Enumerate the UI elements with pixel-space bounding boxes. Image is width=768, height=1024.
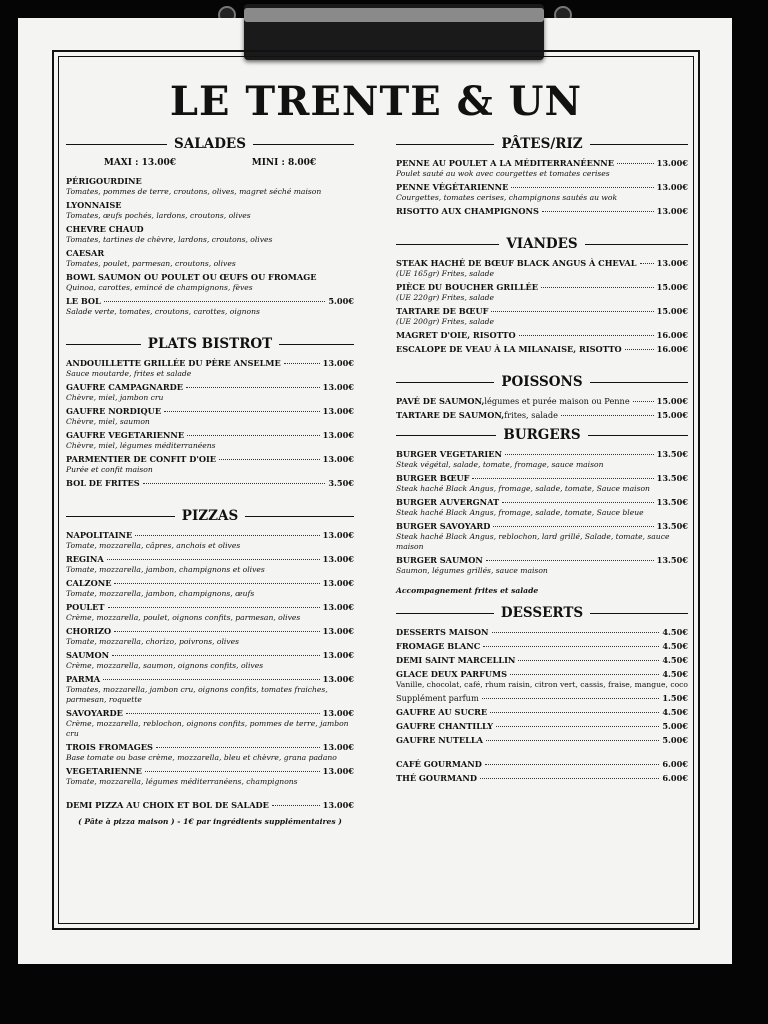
- item-name: TARTARE DE BŒUF: [396, 306, 489, 316]
- menu-item: [66, 674, 354, 705]
- menu-item: [66, 382, 354, 403]
- item-price: 13.00€: [322, 430, 354, 440]
- menu-item: [66, 248, 354, 269]
- menu-item: [396, 721, 688, 732]
- menu-item: [396, 641, 688, 652]
- item-name: BURGER BŒUF: [396, 473, 470, 483]
- menu-item: [396, 182, 688, 203]
- item-price: 13.50€: [656, 521, 688, 531]
- item-price: 13.00€: [322, 742, 354, 752]
- item-desc: (UE 220gr) Frites, salade: [396, 293, 495, 302]
- item-desc: Base tomate ou base crème, mozzarella, bleu et chèvre, grana padano: [66, 753, 337, 762]
- item-price: 13.00€: [322, 578, 354, 588]
- item-price: 6.00€: [662, 759, 688, 769]
- item-desc: Tomates, poulet, parmesan, croutons, olives: [66, 259, 236, 268]
- item-name: LE BOL: [66, 296, 101, 306]
- item-desc: Sauce moutarde, frites et salade: [66, 369, 192, 378]
- menu-item: [66, 406, 354, 427]
- menu-item: [396, 449, 688, 470]
- item-name: FROMAGE BLANC: [396, 641, 481, 651]
- menu-item: [396, 555, 688, 576]
- item-price: 4.50€: [662, 627, 688, 637]
- menu-item: [396, 330, 688, 341]
- item-price: 13.00€: [322, 602, 354, 612]
- menu-item: [396, 655, 688, 666]
- salade-mini-price: MINI : 8.00€: [251, 158, 317, 168]
- item-price: 13.00€: [322, 626, 354, 636]
- item-name: RISOTTO AUX CHAMPIGNONS: [396, 206, 539, 216]
- item-name: PAVÉ DE SAUMON,: [396, 396, 485, 406]
- item-desc: Chèvre, miel, jambon cru: [66, 393, 164, 402]
- item-name: LYONNAISE: [66, 200, 122, 210]
- item-price: 13.00€: [656, 206, 688, 216]
- item-desc: Tomate, mozzarella, jambon, champignons et olives: [66, 565, 265, 574]
- section-salades: [66, 136, 354, 152]
- item-price: 13.50€: [656, 555, 688, 565]
- item-name: DEMI SAINT MARCELLIN: [396, 655, 516, 665]
- item-price: 13.00€: [322, 708, 354, 718]
- menu-item: [396, 282, 688, 303]
- menu-item: [396, 410, 688, 421]
- menu-item: [396, 497, 688, 518]
- menu-item: [396, 158, 688, 179]
- menu-item: [396, 306, 688, 327]
- item-name: GAUFRE AU SUCRE: [396, 707, 488, 717]
- item-name: MAGRET D'OIE, RISOTTO: [396, 330, 516, 340]
- section-burgers: [396, 427, 688, 443]
- menu-item: [396, 396, 688, 407]
- item-name: GAUFRE CAMPAGNARDE: [66, 382, 184, 392]
- item-desc: Tomates, œufs pochés, lardons, croutons, olives: [66, 211, 251, 220]
- item-name: DESSERTS MAISON: [396, 627, 489, 637]
- menu-item: [66, 554, 354, 575]
- item-name: PIÈCE DU BOUCHER GRILLÉE: [396, 282, 539, 292]
- section-heading: BURGERS: [503, 427, 581, 443]
- item-name: CAESAR: [66, 248, 105, 258]
- item-price: 5.00€: [662, 721, 688, 731]
- menu-item: [66, 176, 354, 197]
- menu-item: [66, 358, 354, 379]
- item-desc: Steak haché Black Angus, fromage, salade, tomate, Sauce bleue: [396, 508, 644, 517]
- item-price: 16.00€: [656, 344, 688, 354]
- item-name: THÉ GOURMAND: [396, 773, 477, 783]
- item-price: 5.00€: [662, 735, 688, 745]
- item-desc: Chèvre, miel, légumes méditerranéens: [66, 441, 216, 450]
- item-name: VEGETARIENNE: [66, 766, 142, 776]
- item-desc: Vanille, chocolat, café, rhum raisin, citron vert, cassis, fraise, mangue, coco: [396, 680, 688, 689]
- item-price: 13.00€: [656, 258, 688, 268]
- menu-item: [396, 759, 688, 770]
- menu-item: [396, 473, 688, 494]
- section-heading: PÂTES/RIZ: [501, 136, 583, 152]
- section-poissons: [396, 374, 688, 390]
- menu-item: [66, 650, 354, 671]
- item-price: 13.00€: [656, 182, 688, 192]
- section-plats-bistrot: [66, 336, 354, 352]
- item-price: 4.50€: [662, 641, 688, 651]
- menu-item: [66, 296, 354, 317]
- menu-item: [396, 627, 688, 638]
- item-name: TARTARE DE SAUMON,: [396, 410, 505, 420]
- item-desc: Tomate, mozzarella, câpres, anchois et olives: [66, 541, 241, 550]
- item-name: NAPOLITAINE: [66, 530, 133, 540]
- pizza-footnote: ( Pâte à pizza maison ) - 1€ par ingrédients supplémentaires ): [78, 817, 342, 826]
- item-price: 4.50€: [662, 655, 688, 665]
- menu-item: [66, 742, 354, 763]
- item-price: 3.50€: [328, 478, 354, 488]
- menu-title: LE TRENTE & UN: [169, 78, 583, 125]
- menu-item: [66, 766, 354, 787]
- menu-item: [396, 669, 688, 690]
- item-extra: frites, salade: [504, 410, 558, 420]
- section-desserts: [396, 605, 688, 621]
- item-name: GAUFRE VEGETARIENNE: [66, 430, 185, 440]
- menu-item: [396, 258, 688, 279]
- menu-item: [66, 430, 354, 451]
- menu-item: [396, 773, 688, 784]
- item-price: 13.50€: [656, 473, 688, 483]
- item-price: 4.50€: [662, 669, 688, 679]
- menu-item: [66, 530, 354, 551]
- item-name: ANDOUILLETTE GRILLÉE DU PÈRE ANSELME: [66, 358, 281, 368]
- burger-note: Accompagnement frites et salade: [396, 586, 539, 595]
- item-name: BURGER AUVERGNAT: [396, 497, 500, 507]
- menu-item: [66, 224, 354, 245]
- salade-maxi-price: MAXI : 13.00€: [103, 158, 177, 168]
- item-name: BOL DE FRITES: [66, 478, 140, 488]
- item-name: SAVOYARDE: [66, 708, 123, 718]
- item-price: 5.00€: [328, 296, 354, 306]
- item-name: BURGER VEGETARIEN: [396, 449, 502, 459]
- section-heading: PIZZAS: [181, 508, 239, 524]
- item-desc: Tomates, mozzarella, jambon cru, oignons confits, tomates fraiches, parmesan, roquette: [66, 685, 328, 704]
- item-name: Supplément parfum: [396, 693, 479, 703]
- item-price: 13.00€: [322, 382, 354, 392]
- item-name: CAFÉ GOURMAND: [396, 759, 482, 769]
- item-price: 15.00€: [656, 282, 688, 292]
- item-name: CHEVRE CHAUD: [66, 224, 144, 234]
- item-desc: Crème, mozzarella, poulet, oignons confits, parmesan, olives: [66, 613, 301, 622]
- item-desc: Tomate, mozzarella, chorizo, poivrons, olives: [66, 637, 240, 646]
- item-price: 13.00€: [322, 406, 354, 416]
- item-price: 13.00€: [322, 766, 354, 776]
- item-desc: Tomates, pommes de terre, croutons, olives, magret séché maison: [66, 187, 322, 196]
- item-name: GAUFRE NUTELLA: [396, 735, 484, 745]
- item-price: 13.50€: [656, 449, 688, 459]
- item-name: TROIS FROMAGES: [66, 742, 153, 752]
- item-name: REGINA: [66, 554, 104, 564]
- item-name: PÉRIGOURDINE: [66, 176, 142, 186]
- item-desc: Purée et confit maison: [66, 465, 153, 474]
- section-heading: SALADES: [174, 136, 246, 152]
- item-price: 4.50€: [662, 707, 688, 717]
- section-heading: VIANDES: [506, 236, 578, 252]
- item-name: PARMENTIER DE CONFIT D'OIE: [66, 454, 217, 464]
- item-name: SAUMON: [66, 650, 110, 660]
- item-desc: (UE 200gr) Frites, salade: [396, 317, 495, 326]
- item-name: STEAK HACHÉ DE BŒUF BLACK ANGUS À CHEVAL: [396, 258, 637, 268]
- item-desc: Quinoa, carottes, emincé de champignons, fèves: [66, 283, 253, 292]
- section-heading: PLATS BISTROT: [147, 336, 273, 352]
- menu-item: [396, 521, 688, 552]
- item-desc: Crème, mozzarella, saumon, oignons confits, olives: [66, 661, 264, 670]
- item-price: 1.50€: [662, 693, 688, 703]
- item-desc: Steak haché Black Angus, fromage, salade, tomate, Sauce maison: [396, 484, 650, 493]
- menu-item: [396, 206, 688, 217]
- menu-item: [396, 344, 688, 355]
- item-desc: Salade verte, tomates, croutons, carottes, oignons: [66, 307, 260, 316]
- item-desc: Tomate, mozzarella, jambon, champignons, œufs: [66, 589, 255, 598]
- item-name: BURGER SAVOYARD: [396, 521, 491, 531]
- item-name: BURGER SAUMON: [396, 555, 483, 565]
- menu-item: [396, 707, 688, 718]
- item-price: 13.00€: [656, 158, 688, 168]
- item-name: GAUFRE NORDIQUE: [66, 406, 162, 416]
- item-desc: Steak haché Black Angus, reblochon, lard grillé, Salade, tomate, sauce maison: [396, 532, 670, 551]
- menu-item: [396, 693, 688, 704]
- item-desc: Tomate, mozzarella, légumes méditerranéens, champignons: [66, 777, 298, 786]
- section-viandes: [396, 236, 688, 252]
- item-price: 13.00€: [322, 650, 354, 660]
- item-price: 13.00€: [322, 674, 354, 684]
- item-price: 13.00€: [322, 358, 354, 368]
- item-name: DEMI PIZZA AU CHOIX ET BOL DE SALADE: [66, 800, 269, 810]
- salade-sizes: [66, 158, 354, 168]
- item-name: GLACE DEUX PARFUMS: [396, 669, 508, 679]
- item-price: 15.00€: [656, 306, 688, 316]
- item-name: CALZONE: [66, 578, 112, 588]
- item-price: 15.00€: [656, 410, 688, 420]
- section-pates-riz: [396, 136, 688, 152]
- menu-item: [66, 800, 354, 811]
- item-desc: Chèvre, miel, saumon: [66, 417, 150, 426]
- menu-item: [66, 626, 354, 647]
- item-desc: Tomates, tartines de chèvre, lardons, croutons, olives: [66, 235, 273, 244]
- menu-item: [66, 478, 354, 489]
- menu-left-column: [66, 130, 354, 826]
- item-desc: Courgettes, tomates cerises, champignons sautés au wok: [396, 193, 618, 202]
- item-name: ESCALOPE DE VEAU À LA MILANAISE, RISOTTO: [396, 344, 622, 354]
- item-desc: Saumon, légumes grillés, sauce maison: [396, 566, 548, 575]
- item-name: PENNE VÉGÉTARIENNE: [396, 182, 509, 192]
- menu-right-column: [396, 130, 688, 787]
- section-heading: POISSONS: [501, 374, 583, 390]
- item-name: POULET: [66, 602, 105, 612]
- item-price: 6.00€: [662, 773, 688, 783]
- item-name: PENNE AU POULET A LA MÉDITERRANÉENNE: [396, 158, 615, 168]
- menu-item: [66, 454, 354, 475]
- item-price: 13.50€: [656, 497, 688, 507]
- section-pizzas: [66, 508, 354, 524]
- item-name: BOWL SAUMON OU POULET OU ŒUFS OU FROMAGE: [66, 272, 317, 282]
- item-name: PARMA: [66, 674, 101, 684]
- item-desc: Poulet sauté au wok avec courgettes et tomates cerises: [396, 169, 610, 178]
- item-name: CHORIZO: [66, 626, 112, 636]
- section-heading: DESSERTS: [500, 605, 584, 621]
- item-price: 16.00€: [656, 330, 688, 340]
- item-price: 13.00€: [322, 800, 354, 810]
- item-desc: (UE 165gr) Frites, salade: [396, 269, 495, 278]
- item-price: 13.00€: [322, 454, 354, 464]
- menu-item: [66, 578, 354, 599]
- menu-item: [66, 200, 354, 221]
- menu-item: [396, 735, 688, 746]
- menu-item: [66, 708, 354, 739]
- item-price: 13.00€: [322, 530, 354, 540]
- item-price: 15.00€: [656, 396, 688, 406]
- item-desc: Steak végétal, salade, tomate, fromage, sauce maison: [396, 460, 604, 469]
- menu-item: [66, 602, 354, 623]
- menu-item: [66, 272, 354, 293]
- item-extra: légumes et purée maison ou Penne: [484, 396, 630, 406]
- item-desc: Crème, mozzarella, reblochon, oignons confits, pommes de terre, jambon cru: [66, 719, 349, 738]
- item-price: 13.00€: [322, 554, 354, 564]
- item-name: GAUFRE CHANTILLY: [396, 721, 494, 731]
